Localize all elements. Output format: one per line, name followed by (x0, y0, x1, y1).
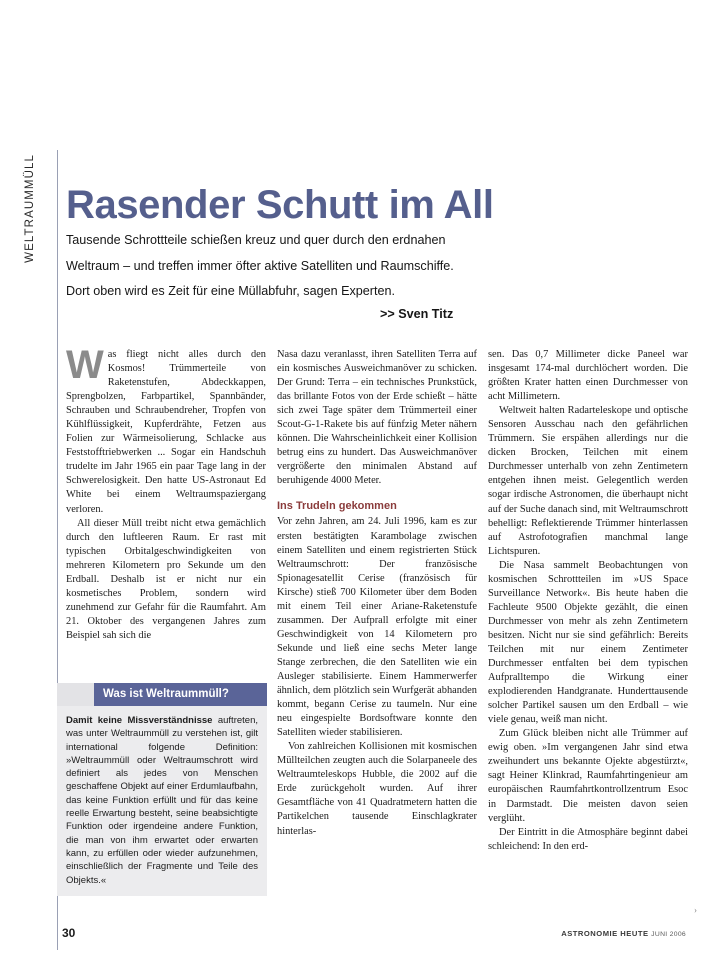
section-rubric (0, 150, 56, 350)
colophon-issue: JUNI 2006 (651, 931, 686, 938)
info-box-tab (57, 683, 94, 706)
drop-cap: W (66, 343, 104, 387)
paragraph: Zum Glück bleiben nicht alle Trümmer auf ewig oben. »Im vergangenen Jahr sind etwa zweihundert uns bekannte Ojekte abgestürzt«, sagt Heiner Klinkrad, Raumfahrtingenieur am europäischen Raumfahrtkontrollzentrum Esoc in Darmstadt. Die meisten davon seien verglüht. (488, 728, 688, 824)
paragraph: Weltweit halten Radarteleskope und optische Sensoren Ausschau nach den gefährlichen Trümmern. Sie erspähen allerdings nur die dicken Brocken, Teilchen mit einem Durchmesser unterhalb von zehn Zentimetern entgehen ihnen meist. Gelegentlich werden sogar irdische Astronomen, die überhaupt nicht auf der Suche danach sind, mit Weltraumschrott behelligt: Reflektierende Trümmer hinterlassen auf Astrofotografien manchmal lange Lichtspuren. (488, 405, 688, 557)
info-box-lead: Damit keine Missverständnisse (66, 715, 213, 726)
article-byline: >> Sven Titz (380, 307, 454, 321)
colophon-masthead: ASTRONOMIE HEUTE (561, 929, 649, 938)
page-number: 30 (62, 926, 76, 940)
info-box-body (57, 706, 267, 896)
paragraph (66, 343, 266, 517)
article-deck: Tausende Schrottteile schießen kreuz und quer durch den erdnahen Weltraum – und treffen immer öfter aktive Satelliten und Raumschiffe. Dort oben wird es Zeit für eine Müllabfuhr, sagen Experten. (66, 233, 454, 298)
paragraph: Die Nasa sammelt Beobachtungen von kosmischen Schrottteilen im »US Space Surveillance Network«. Bis heute haben die Fachleute 9500 Objekte gezählt, die einen Durchmesser von mehr als zehn Zentimetern besitzen. Nicht nur sie sind gefährlich: Bereits Teilchen mit nur einem Zentimeter Durchmesser entfalten bei dem typischen Aufpralltempo die Wirkung einer explodierenden Handgranate. Hunderttausende solcher Partikel sausen um den Erdball – wie viele genau, weiß man nicht. (488, 559, 688, 726)
paragraph: All dieser Müll treibt nicht etwa gemächlich durch den luftleeren Raum. Er rast mit typischen Orbitalgeschwindigkeiten von mehreren Kilometern pro Sekunde um den Erdball. Deshalb ist er nicht nur ein kosmetisches Problem, sondern wird zunehmend zur Gefahr für die Raumfahrt. Am 21. Oktober des vergangenen Jahres zum Beispiel sah sich die (66, 517, 266, 641)
section-rubric-label: WELTRAUMMÜLL (24, 154, 36, 263)
paragraph: Von zahlreichen Kollisionen mit kosmischen Müllteilchen zeugten auch die Solarpaneele des Weltraumteleskops Hubble, die 2002 auf die Erde zurückgeholt wurden. Auf ihrer Gesamtfläche von 41 Quadratmetern hatten die Partikelchen tausende Einschlagkrater hinterlas- (277, 741, 477, 837)
continuation-arrow-icon: › (694, 905, 697, 915)
page-title: Rasender Schutt im All (66, 182, 494, 227)
paragraph: Der Eintritt in die Atmosphäre beginnt dabei schleichend: In den erd- (488, 826, 688, 852)
paragraph-text: as fliegt nicht alles durch den Kosmos! Trümmerteile von Raketenstufen, Abdeckkappen, Sprengbolzen, Farbpartikel, Spannbänder, Schrauben und Schraubendreher, Tropfen von Kühlflüssigkeit, Kupferdrähte, Fetzen aus Folien zur Wärmeisolierung, Schlacke aus Feststofftriebwerken ... Sogar ein Handschuh trudelte im Jahr 1965 ein paar Tage lang in der Schwerelosigkeit. Den hatte US-Astronaut Ed White bei einem Weltraumspaziergang verloren. (66, 349, 266, 515)
paragraph: sen. Das 0,7 Millimeter dicke Paneel war insgesamt 174-mal durchlöchert worden. Die größten Krater hatten einen Durchmesser von acht Millimetern. (488, 349, 688, 403)
paragraph: Nasa dazu veranlasst, ihren Satelliten Terra auf ein kosmisches Ausweichmanöver zu schicken. Der Grund: Terra – ein technisches Prunkstück, das brillante Fotos von der Erde schießt – hätte sich zwei Tage später dem Trümmerteil einer Scout-G-1-Rakete bis auf fünfzig Meter nähern können. Die Wahrscheinlichkeit einer Kollision betrug eins zu hundert. Das Ausweichmanöver vergrößerte den minimalen Abstand auf beruhigende 4000 Meter. (277, 349, 477, 487)
section-subheading: Ins Trudeln gekommen (277, 500, 397, 513)
colophon (561, 929, 686, 938)
info-box-text: auftreten, was unter Weltraummüll zu verstehen ist, gilt international folgende Definition: »Weltraummüll oder Weltraumschrott wird definiert als jedes von Menschen geschaffene Objekt auf einer Erdumlaufbahn, das keine Funktion erfüllt und für das keine reelle Erwartung besteht, seine beabsichtigte Funktion oder irgendeine andere Funktion, die man von ihm erwartet oder erwarten kann, zu erfüllen oder wieder aufzunehmen, einschließlich der Fragmente und Teile des Objekts.« (66, 715, 258, 886)
body-column-1 (66, 343, 266, 643)
body-column-2 (277, 348, 477, 839)
body-column-3 (488, 348, 688, 854)
paragraph: Vor zehn Jahren, am 24. Juli 1996, kam es zur ersten bestätigten Karambolage zwischen einem Satelliten und einem registrierten Stück Weltraumschrott: Der französische Spionagesatellit Cerise (französisch für Kirsche) stieß 700 Kilometer über dem Boden mit einem Teil einer Ariane-Raketenstufe zusammen. Der Aufprall erfolgte mit einer Geschwindigkeit von 14 Kilometern pro Sekunde und ließ eine sechs Meter lange Stange zerbrechen, die den Satelliten wie ein Ausleger stabilisierte. Einem Hammerwerfer ähnlich, dem plötzlich sein Wurfgerät abhanden kommt, begann Cerise zu taumeln. Nur eine neu eingespielte Bordsoftware konnte den Satelliten wieder stabilisieren. (277, 516, 477, 739)
info-box-title: Was ist Weltraummüll? (94, 683, 267, 706)
